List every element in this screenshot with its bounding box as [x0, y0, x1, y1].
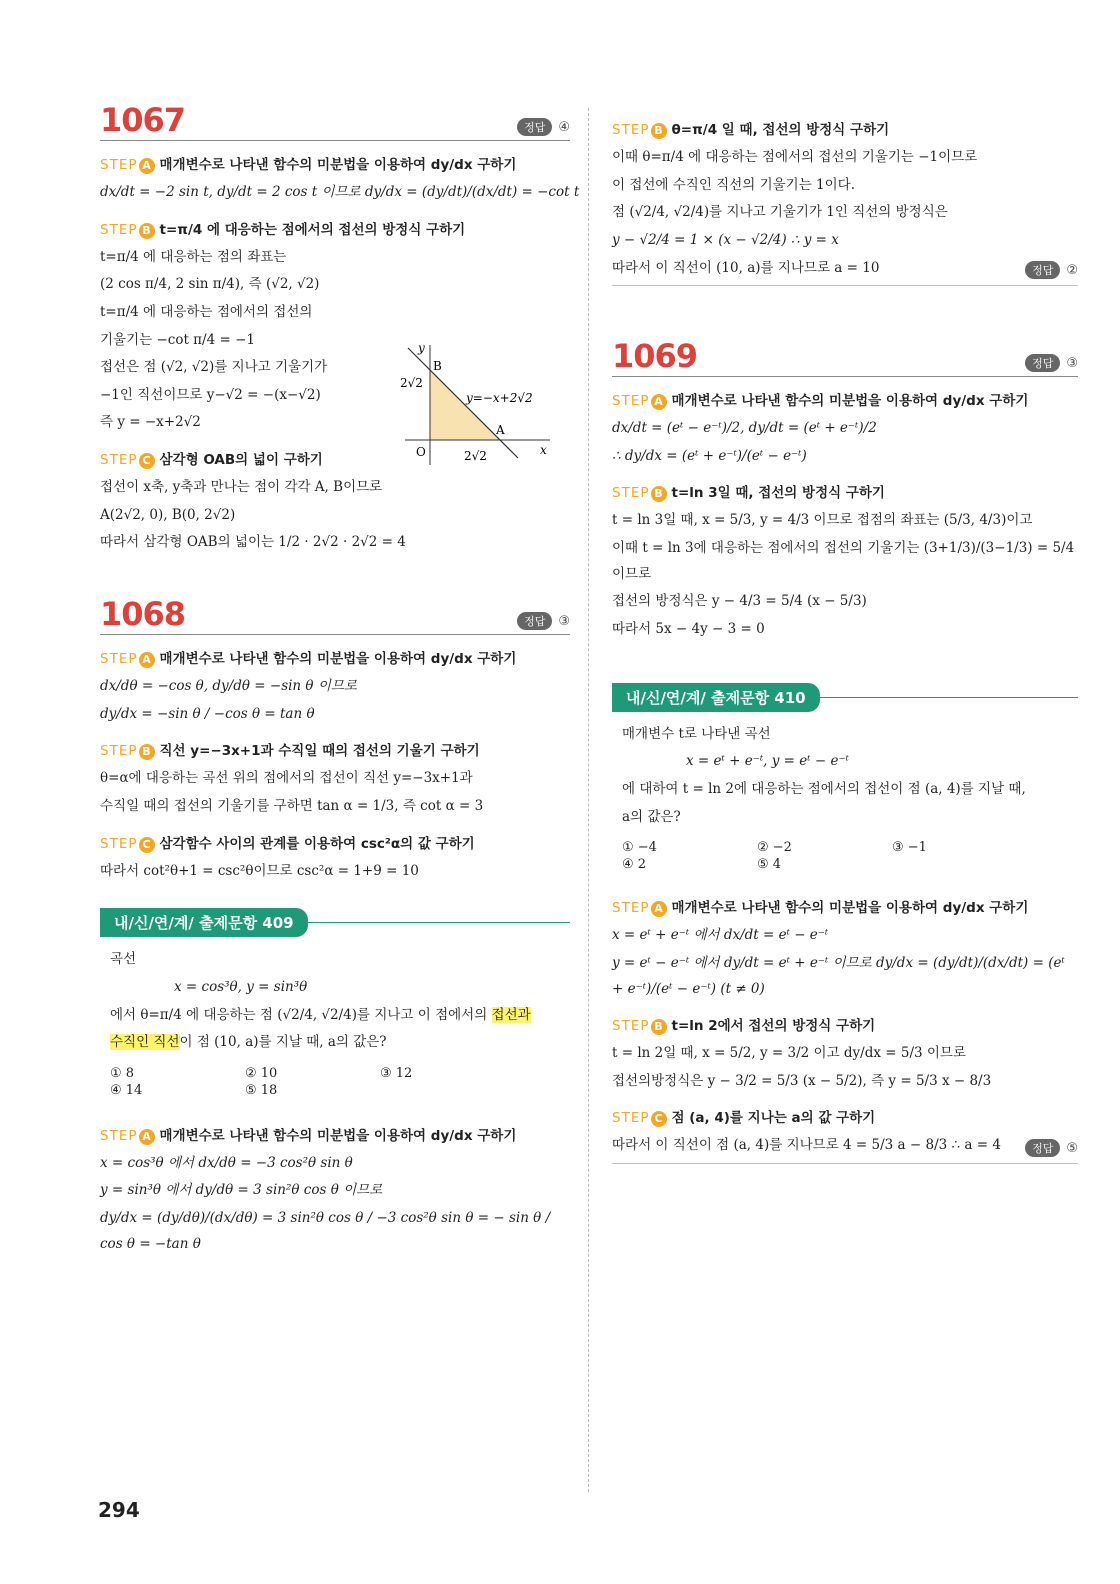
problem-text: 매개변수 t로 나타낸 곡선: [622, 725, 771, 742]
math-line: 따라서 5x − 4y − 3 = 0: [612, 621, 765, 638]
problem-equation: x = cos³θ, y = sin³θ: [174, 978, 308, 995]
problem-text-part: 에서 θ=π/4 에 대응하는 점 (√2/4, √2/4)를 지나고 이 점에서의: [110, 1006, 488, 1023]
step-title: 매개변수로 나타낸 함수의 미분법을 이용하여 dy/dx 구하기: [671, 900, 1029, 917]
problem-text: 곡선: [110, 951, 137, 968]
naeshin-tag: 내/신/연/계/ 출제문항 409: [100, 908, 308, 937]
naeshin-409-continued: [612, 118, 1078, 286]
problem-text: 에 대하여 t = ln 2에 대응하는 점에서의 접선이 점 (a, 4)를 지날 때,: [622, 780, 1026, 797]
option: ② −2: [757, 840, 792, 856]
section-rule: [612, 285, 1078, 286]
step-letter: C: [139, 837, 155, 853]
option: ④ 2: [622, 857, 647, 873]
step-heading: [612, 118, 1078, 139]
math-line: 점 (√2/4, √2/4)를 지나고 기울기가 1인 직선의 방정식은: [612, 204, 948, 221]
answer-value: ⑤: [1066, 1140, 1078, 1156]
column-divider: [588, 108, 589, 1492]
problem-header: [100, 595, 570, 635]
problem-header: [100, 101, 570, 141]
step-letter: A: [139, 1129, 155, 1145]
step-title: 삼각형 OAB의 넓이 구하기: [159, 452, 323, 469]
math-line: dx/dθ = −cos θ, dy/dθ = −sin θ 이므로: [100, 678, 357, 695]
answer-indicator: [517, 118, 570, 136]
step-letter: B: [651, 486, 667, 502]
step-word: STEP: [612, 900, 650, 917]
option: ② 10: [245, 1065, 278, 1081]
naeshin-rule: [308, 922, 570, 923]
naeshin-problem-409: [100, 908, 570, 1257]
naeshin-tag: 내/신/연/계/ 출제문항 410: [612, 683, 820, 712]
math-line: y − √2/4 = 1 × (x − √2/4) ∴ y = x: [612, 231, 839, 248]
right-column: [612, 104, 1078, 1172]
naeshin-body: [612, 712, 1078, 873]
step-letter: B: [651, 123, 667, 139]
highlight: 수직인 직선: [110, 1034, 180, 1051]
answer-label: 정답: [517, 118, 552, 136]
step-word: STEP: [612, 1110, 650, 1127]
step-title: 매개변수로 나타낸 함수의 미분법을 이용하여 dy/dx 구하기: [671, 393, 1029, 410]
problem-equation: x = eᵗ + e⁻ᵗ, y = eᵗ − e⁻ᵗ: [686, 753, 849, 770]
step-word: STEP: [612, 393, 650, 410]
step-heading: [612, 389, 1078, 410]
step-heading: [612, 481, 1078, 502]
math-line: y = sin³θ 에서 dy/dθ = 3 sin²θ cos θ 이므로: [100, 1182, 383, 1199]
math-line: y = eᵗ − e⁻ᵗ 에서 dy/dt = eᵗ + e⁻ᵗ 이므로 dy/dx = (dy/dt)/(dx/dt) = (eᵗ + e⁻ᵗ)/(eᵗ − e⁻ᵗ) (t ≠ 0): [612, 954, 1065, 997]
math-line: A(2√2, 0), B(0, 2√2): [100, 506, 236, 523]
math-line: t = ln 2일 때, x = 5/2, y = 3/2 이고 dy/dx = 5/3 이므로: [612, 1045, 967, 1062]
y-intercept-label: 2√2: [400, 376, 423, 390]
naeshin-problem-410: [612, 683, 1078, 1164]
y-label: y: [418, 341, 425, 355]
step-title: 점 (a, 4)를 지나는 a의 값 구하기: [671, 1110, 876, 1127]
math-line: t=π/4 에 대응하는 점의 좌표는: [100, 248, 287, 265]
problem-text-part: 이 점 (10, a)를 지날 때, a의 값은?: [179, 1034, 387, 1051]
tangent-graph: [400, 340, 560, 470]
x-label: x: [540, 443, 547, 457]
page-number: 294: [98, 1498, 140, 1522]
math-line: 기울기는 −cot π/4 = −1: [100, 331, 255, 348]
step-letter: A: [651, 901, 667, 917]
answer-label: 정답: [517, 612, 552, 630]
math-line: 이 접선에 수직인 직선의 기울기는 1이다.: [612, 176, 855, 193]
step-letter: A: [651, 394, 667, 410]
highlight: 접선과: [491, 1006, 531, 1023]
option: ⑤ 18: [245, 1082, 278, 1098]
math-line: 접선이 x축, y축과 만나는 점이 각각 A, B이므로: [100, 479, 383, 496]
option: ③ −1: [892, 840, 927, 856]
step-heading: [100, 739, 570, 760]
problem-1067: [100, 101, 580, 556]
math-line: −1인 직선이므로 y−√2 = −(x−√2): [100, 386, 321, 403]
math-line: (2 cos π/4, 2 sin π/4), 즉 (√2, √2): [100, 276, 320, 293]
math-line: 따라서 이 직선이 점 (a, 4)를 지나므로 4 = 5/3 a − 8/3 ∴ a = 4: [612, 1137, 1001, 1154]
step-word: STEP: [100, 743, 138, 760]
option: ① −4: [622, 840, 657, 856]
math-line: dx/dt = (eᵗ − e⁻ᵗ)/2, dy/dt = (eᵗ + e⁻ᵗ)/2: [612, 420, 877, 437]
step-word: STEP: [100, 1127, 138, 1144]
answer-label: 정답: [1025, 261, 1060, 279]
step-letter: C: [139, 453, 155, 469]
math-line: 따라서 이 직선이 (10, a)를 지나므로 a = 10: [612, 259, 880, 276]
step-title: 매개변수로 나타낸 함수의 미분법을 이용하여 dy/dx 구하기: [159, 651, 517, 668]
problem-number: 1068: [100, 595, 186, 634]
step-letter: A: [139, 652, 155, 668]
step-letter: B: [139, 223, 155, 239]
problem-1069: [612, 337, 1078, 642]
step-heading: [612, 896, 1078, 917]
math-line: 수직일 때의 접선의 기울기를 구하면 tan α = 1/3, 즉 cot α = 3: [100, 797, 484, 814]
step-heading: [100, 647, 570, 668]
option: ⑤ 4: [757, 857, 782, 873]
step-word: STEP: [100, 221, 138, 238]
step-title: t=ln 2에서 접선의 방정식 구하기: [671, 1018, 876, 1035]
math-line: ∴ dy/dx = (eᵗ + e⁻ᵗ)/(eᵗ − e⁻ᵗ): [612, 447, 807, 464]
math-line: x = cos³θ 에서 dx/dθ = −3 cos²θ sin θ: [100, 1154, 353, 1171]
step-letter: A: [139, 158, 155, 174]
math-line: t=π/4 에 대응하는 점에서의 접선의: [100, 303, 313, 320]
step-title: 직선 y=−3x+1과 수직일 때의 접선의 기울기 구하기: [159, 743, 480, 760]
math-line: 즉 y = −x+2√2: [100, 414, 201, 431]
math-line: dx/dt = −2 sin t, dy/dt = 2 cos t 이므로 dy/dx = (dy/dt)/(dx/dt) = −cot t: [100, 184, 580, 200]
section-rule: [612, 1163, 1078, 1164]
naeshin-rule: [820, 697, 1078, 698]
point-b-label: B: [433, 359, 442, 373]
step-heading: [100, 218, 570, 239]
step-word: STEP: [100, 651, 138, 668]
math-line: 따라서 삼각형 OAB의 넓이는 1/2 · 2√2 · 2√2 = 4: [100, 534, 406, 551]
naeshin-body: [100, 937, 570, 1098]
answer-indicator: [1025, 354, 1078, 372]
problem-text: [110, 1030, 560, 1056]
math-line: dy/dx = −sin θ / −cos θ = tan θ: [100, 705, 315, 722]
step-heading: [100, 1124, 570, 1145]
x-intercept-label: 2√2: [464, 449, 487, 463]
origin-label: O: [416, 445, 426, 459]
math-line: t = ln 3일 때, x = 5/3, y = 4/3 이므로 접점의 좌표는 (5/3, 4/3)이고: [612, 512, 1033, 529]
math-line: 접선의 방정식은 y − 4/3 = 5/4 (x − 5/3): [612, 593, 867, 610]
option: ① 8: [110, 1065, 135, 1081]
problem-number: 1067: [100, 101, 186, 139]
step-title: 삼각함수 사이의 관계를 이용하여 csc²α의 값 구하기: [159, 835, 475, 852]
step-word: STEP: [100, 452, 138, 469]
step-title: t=ln 3일 때, 접선의 방정식 구하기: [671, 485, 885, 502]
step-word: STEP: [612, 485, 650, 502]
step-title: t=π/4 에 대응하는 점에서의 접선의 방정식 구하기: [159, 221, 466, 238]
math-line: 접선은 점 (√2, √2)를 지나고 기울기가: [100, 359, 328, 376]
left-column: [100, 101, 580, 1265]
answer-value: ③: [558, 613, 570, 629]
answer-value: ④: [558, 119, 570, 135]
naeshin-header: [612, 683, 1078, 712]
problem-1068: [100, 595, 570, 884]
step-title: 매개변수로 나타낸 함수의 미분법을 이용하여 dy/dx 구하기: [159, 157, 517, 173]
solution-text: [100, 475, 570, 556]
step-letter: C: [651, 1111, 667, 1127]
step-word: STEP: [100, 157, 138, 173]
math-line: 이때 θ=π/4 에 대응하는 점에서의 접선의 기울기는 −1이므로: [612, 149, 978, 165]
answer-indicator: [517, 612, 570, 630]
naeshin-header: [100, 908, 570, 937]
math-line: dy/dx = (dy/dθ)/(dx/dθ) = 3 sin²θ cos θ / −3 cos²θ sin θ = − sin θ / cos θ = −tan θ: [100, 1210, 551, 1252]
step-heading: [612, 1106, 1078, 1127]
problem-text: a의 값은?: [622, 808, 681, 825]
point-a-label: A: [496, 423, 505, 437]
step-heading: [100, 832, 570, 853]
line-equation-label: y=−x+2√2: [466, 391, 533, 405]
problem-number: 1069: [612, 337, 698, 376]
problem-header: [612, 337, 1078, 377]
math-line: x = eᵗ + e⁻ᵗ 에서 dx/dt = eᵗ − e⁻ᵗ: [612, 927, 829, 944]
step-letter: B: [139, 744, 155, 760]
step-heading: [612, 1014, 1078, 1035]
math-line: 이때 t = ln 3에 대응하는 점에서의 접선의 기울기는 (3+1/3)/(3−1/3) = 5/4 이므로: [612, 540, 1075, 582]
step-word: STEP: [612, 122, 650, 138]
step-heading: [100, 153, 570, 174]
math-line: 접선의방정식은 y − 3/2 = 5/3 (x − 5/2), 즉 y = 5/3 x − 8/3: [612, 1072, 992, 1089]
answer-label: 정답: [1025, 1139, 1060, 1157]
step-word: STEP: [100, 835, 138, 852]
option: ③ 12: [380, 1065, 413, 1081]
answer-label: 정답: [1025, 354, 1060, 372]
option: ④ 14: [110, 1082, 143, 1098]
math-line: θ=α에 대응하는 곡선 위의 점에서의 접선이 직선 y=−3x+1과: [100, 770, 473, 787]
math-line: 따라서 cot²θ+1 = csc²θ이므로 csc²α = 1+9 = 10: [100, 862, 419, 879]
answer-value: ③: [1066, 355, 1078, 371]
step-title: 매개변수로 나타낸 함수의 미분법을 이용하여 dy/dx 구하기: [159, 1127, 517, 1144]
answer-options: [110, 1066, 560, 1098]
answer-value: ②: [1066, 262, 1078, 278]
step-letter: B: [651, 1019, 667, 1035]
step-word: STEP: [612, 1018, 650, 1035]
problem-text: [110, 1003, 560, 1029]
answer-options: [622, 840, 1068, 872]
step-title: θ=π/4 일 때, 접선의 방정식 구하기: [671, 122, 890, 138]
